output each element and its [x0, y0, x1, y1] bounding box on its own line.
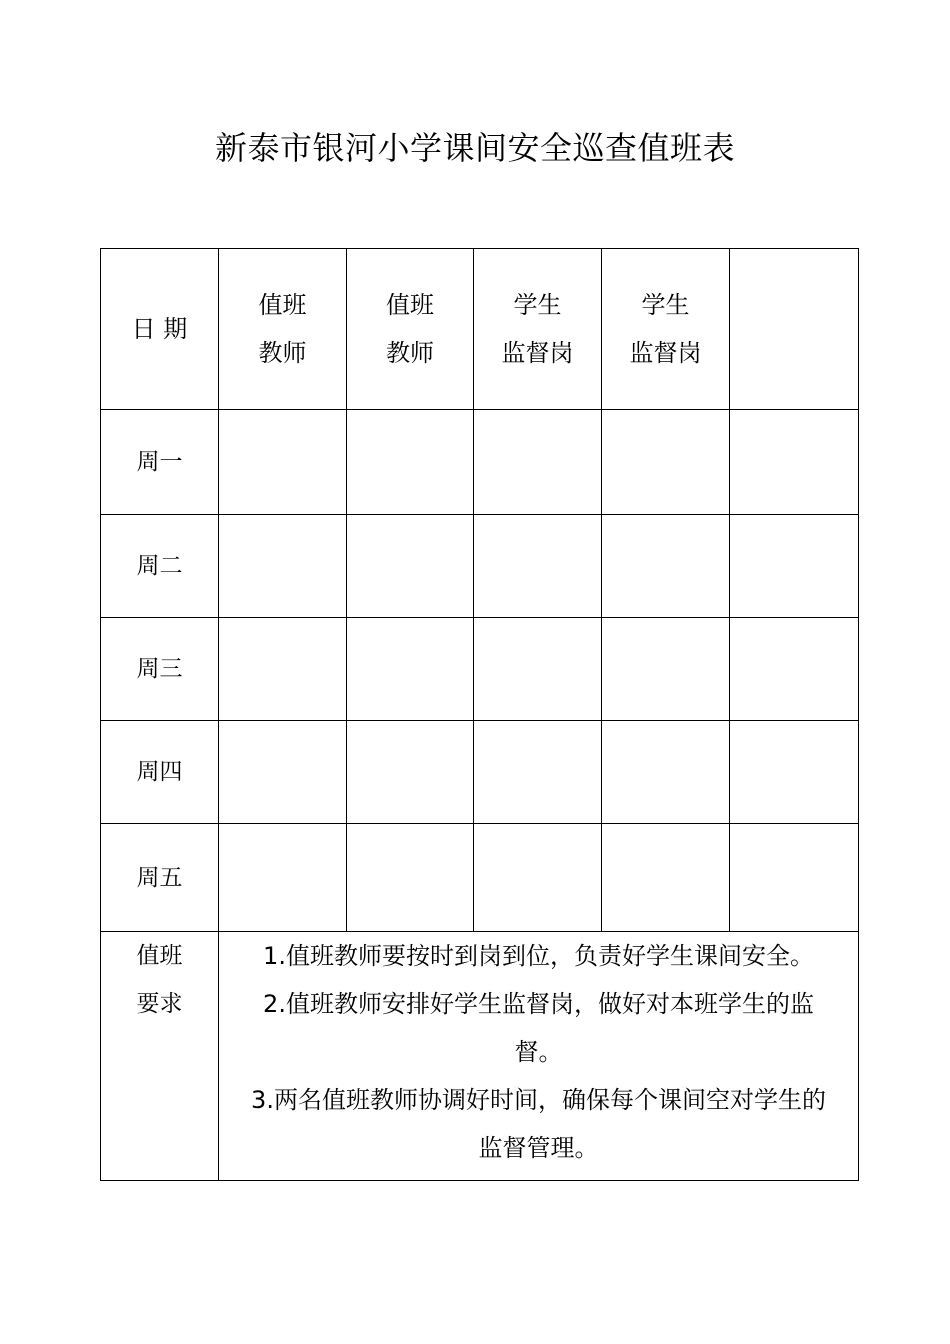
empty-cell — [730, 721, 859, 824]
requirements-label — [101, 932, 219, 1181]
empty-cell — [347, 824, 474, 932]
empty-cell — [602, 721, 730, 824]
table-row — [101, 410, 859, 515]
header-student-monitor-2 — [602, 249, 730, 410]
requirements-text — [219, 932, 859, 1181]
empty-cell — [474, 721, 602, 824]
empty-cell — [602, 824, 730, 932]
empty-cell — [474, 410, 602, 515]
day-cell: 周二 — [101, 515, 219, 618]
day-cell: 周一 — [101, 410, 219, 515]
empty-cell — [602, 618, 730, 721]
empty-cell — [474, 618, 602, 721]
day-cell: 周五 — [101, 824, 219, 932]
header-label-line: 监督岗 — [629, 339, 702, 367]
header-label-line: 值班 — [258, 291, 307, 319]
header-date — [101, 249, 219, 410]
header-duty-teacher-2 — [347, 249, 474, 410]
table-row — [101, 515, 859, 618]
header-row — [101, 249, 859, 410]
empty-cell — [602, 410, 730, 515]
header-label-line: 教师 — [258, 339, 307, 367]
header-label-line: 学生 — [513, 291, 562, 319]
requirements-label-line: 要求 — [136, 991, 183, 1017]
header-blank — [730, 249, 859, 410]
empty-cell — [347, 618, 474, 721]
empty-cell — [347, 410, 474, 515]
header-duty-teacher-1 — [219, 249, 347, 410]
empty-cell — [347, 721, 474, 824]
requirement-line: 1.值班教师要按时到岗到位，负责好学生课间安全。 — [263, 942, 814, 970]
header-label-line: 学生 — [641, 291, 690, 319]
requirement-line: 监督管理。 — [478, 1134, 599, 1162]
day-cell: 周四 — [101, 721, 219, 824]
empty-cell — [219, 410, 347, 515]
empty-cell — [219, 824, 347, 932]
empty-cell — [347, 515, 474, 618]
table-row — [101, 618, 859, 721]
empty-cell — [730, 515, 859, 618]
empty-cell — [730, 410, 859, 515]
header-student-monitor-1 — [474, 249, 602, 410]
empty-cell — [219, 721, 347, 824]
header-label-line: 监督岗 — [501, 339, 574, 367]
empty-cell — [730, 618, 859, 721]
empty-cell — [474, 824, 602, 932]
table-row — [101, 824, 859, 932]
day-cell: 周三 — [101, 618, 219, 721]
requirement-line: 2.值班教师安排好学生监督岗，做好对本班学生的监 — [263, 990, 814, 1018]
requirement-line: 3.两名值班教师协调好时间，确保每个课间空对学生的 — [251, 1086, 826, 1114]
empty-cell — [219, 618, 347, 721]
header-label-line: 值班 — [386, 291, 434, 319]
header-label-line: 教师 — [386, 339, 434, 367]
header-date-label: 日 期 — [131, 315, 188, 343]
requirement-line: 督。 — [514, 1038, 563, 1066]
requirements-row — [101, 932, 859, 1181]
empty-cell — [602, 515, 730, 618]
empty-cell — [730, 824, 859, 932]
requirements-label-line: 值班 — [136, 943, 183, 969]
duty-schedule-table — [100, 248, 859, 1181]
page-title: 新泰市银河小学课间安全巡查值班表 — [214, 129, 735, 167]
table-row — [101, 721, 859, 824]
empty-cell — [219, 515, 347, 618]
empty-cell — [474, 515, 602, 618]
